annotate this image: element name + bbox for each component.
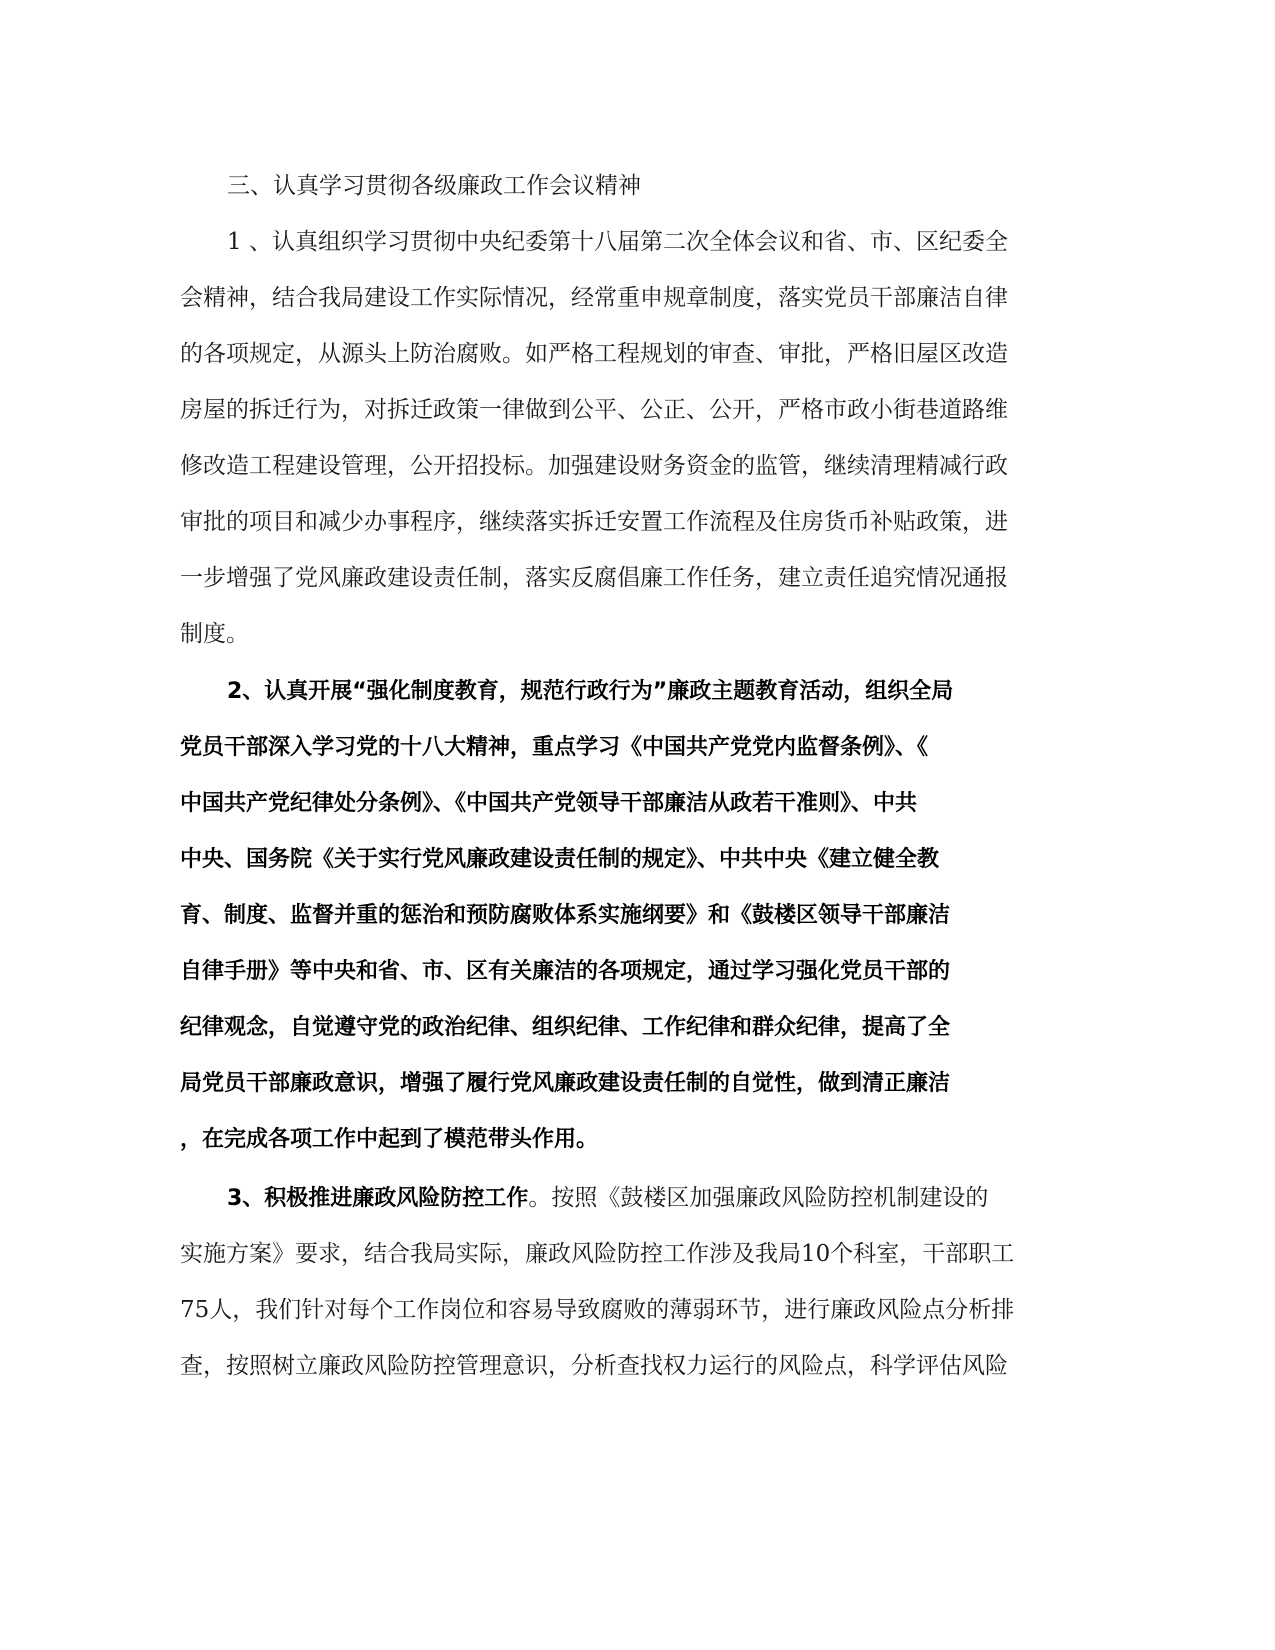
paragraph-1-line: 1 、认真组织学习贯彻中央纪委第十八届第二次全体会议和省、市、区纪委全 bbox=[227, 229, 1008, 255]
paragraph-2-line: 党员干部深入学习党的十八大精神，重点学习《中国共产党党内监督条例》、《 bbox=[180, 735, 929, 760]
paragraph-1-line: 审批的项目和减少办事程序，继续落实拆迁安置工作流程及住房货币补贴政策，进 bbox=[180, 509, 1008, 535]
paragraph-2-line: ，在完成各项工作中起到了模范带头作用。 bbox=[180, 1127, 599, 1152]
paragraph-2-line: 局党员干部廉政意识，增强了履行党风廉政建设责任制的自觉性，做到清正廉洁 bbox=[180, 1071, 951, 1096]
paragraph-2-line: 自律手册》等中央和省、市、区有关廉洁的各项规定，通过学习强化党员干部的 bbox=[180, 959, 951, 984]
paragraph-3-lead-bold: 3、积极推进廉政风险防控工作 bbox=[227, 1186, 529, 1211]
section-heading: 三、认真学习贯彻各级廉政工作会议精神 bbox=[227, 173, 641, 199]
paragraph-1-line: 房屋的拆迁行为，对拆迁政策一律做到公平、公正、公开，严格市政小街巷道路维 bbox=[180, 397, 1008, 423]
paragraph-1-line: 一步增强了党风廉政建设责任制，落实反腐倡廉工作任务，建立责任追究情况通报 bbox=[180, 565, 1008, 591]
paragraph-2-line: 中央、国务院《关于实行党风廉政建设责任制的规定》、中共中央《建立健全教 bbox=[180, 847, 940, 872]
paragraph-3-first-line bbox=[227, 1183, 988, 1214]
paragraph-1-line: 修改造工程建设管理，公开招投标。加强建设财务资金的监管，继续清理精减行政 bbox=[180, 453, 1008, 479]
paragraph-2-line: 育、制度、监督并重的惩治和预防腐败体系实施纲要》和《鼓楼区领导干部廉洁 bbox=[180, 903, 951, 928]
paragraph-1-line: 制度。 bbox=[180, 621, 249, 647]
paragraph-3-lead-rest: 。按照《鼓楼区加强廉政风险防控机制建设的 bbox=[528, 1185, 989, 1211]
paragraph-3-line: 实施方案》要求，结合我局实际，廉政风险防控工作涉及我局10个科室，干部职工 bbox=[180, 1241, 1015, 1267]
paragraph-1-line: 会精神，结合我局建设工作实际情况，经常重申规章制度，落实党员干部廉洁自律 bbox=[180, 285, 1008, 311]
paragraph-3-line: 查，按照树立廉政风险防控管理意识，分析查找权力运行的风险点，科学评估风险 bbox=[180, 1353, 1008, 1379]
paragraph-3-line: 75人，我们针对每个工作岗位和容易导致腐败的薄弱环节，进行廉政风险点分析排 bbox=[180, 1297, 1015, 1323]
paragraph-2-line: 中国共产党纪律处分条例》、《中国共产党领导干部廉洁从政若干准则》、中共 bbox=[180, 791, 918, 816]
paragraph-2-line: 纪律观念，自觉遵守党的政治纪律、组织纪律、工作纪律和群众纪律，提高了全 bbox=[180, 1015, 951, 1040]
paragraph-2-line: 2、认真开展“强化制度教育，规范行政行为”廉政主题教育活动，组织全局 bbox=[227, 679, 954, 704]
paragraph-1-line: 的各项规定，从源头上防治腐败。如严格工程规划的审查、审批，严格旧屋区改造 bbox=[180, 341, 1008, 367]
